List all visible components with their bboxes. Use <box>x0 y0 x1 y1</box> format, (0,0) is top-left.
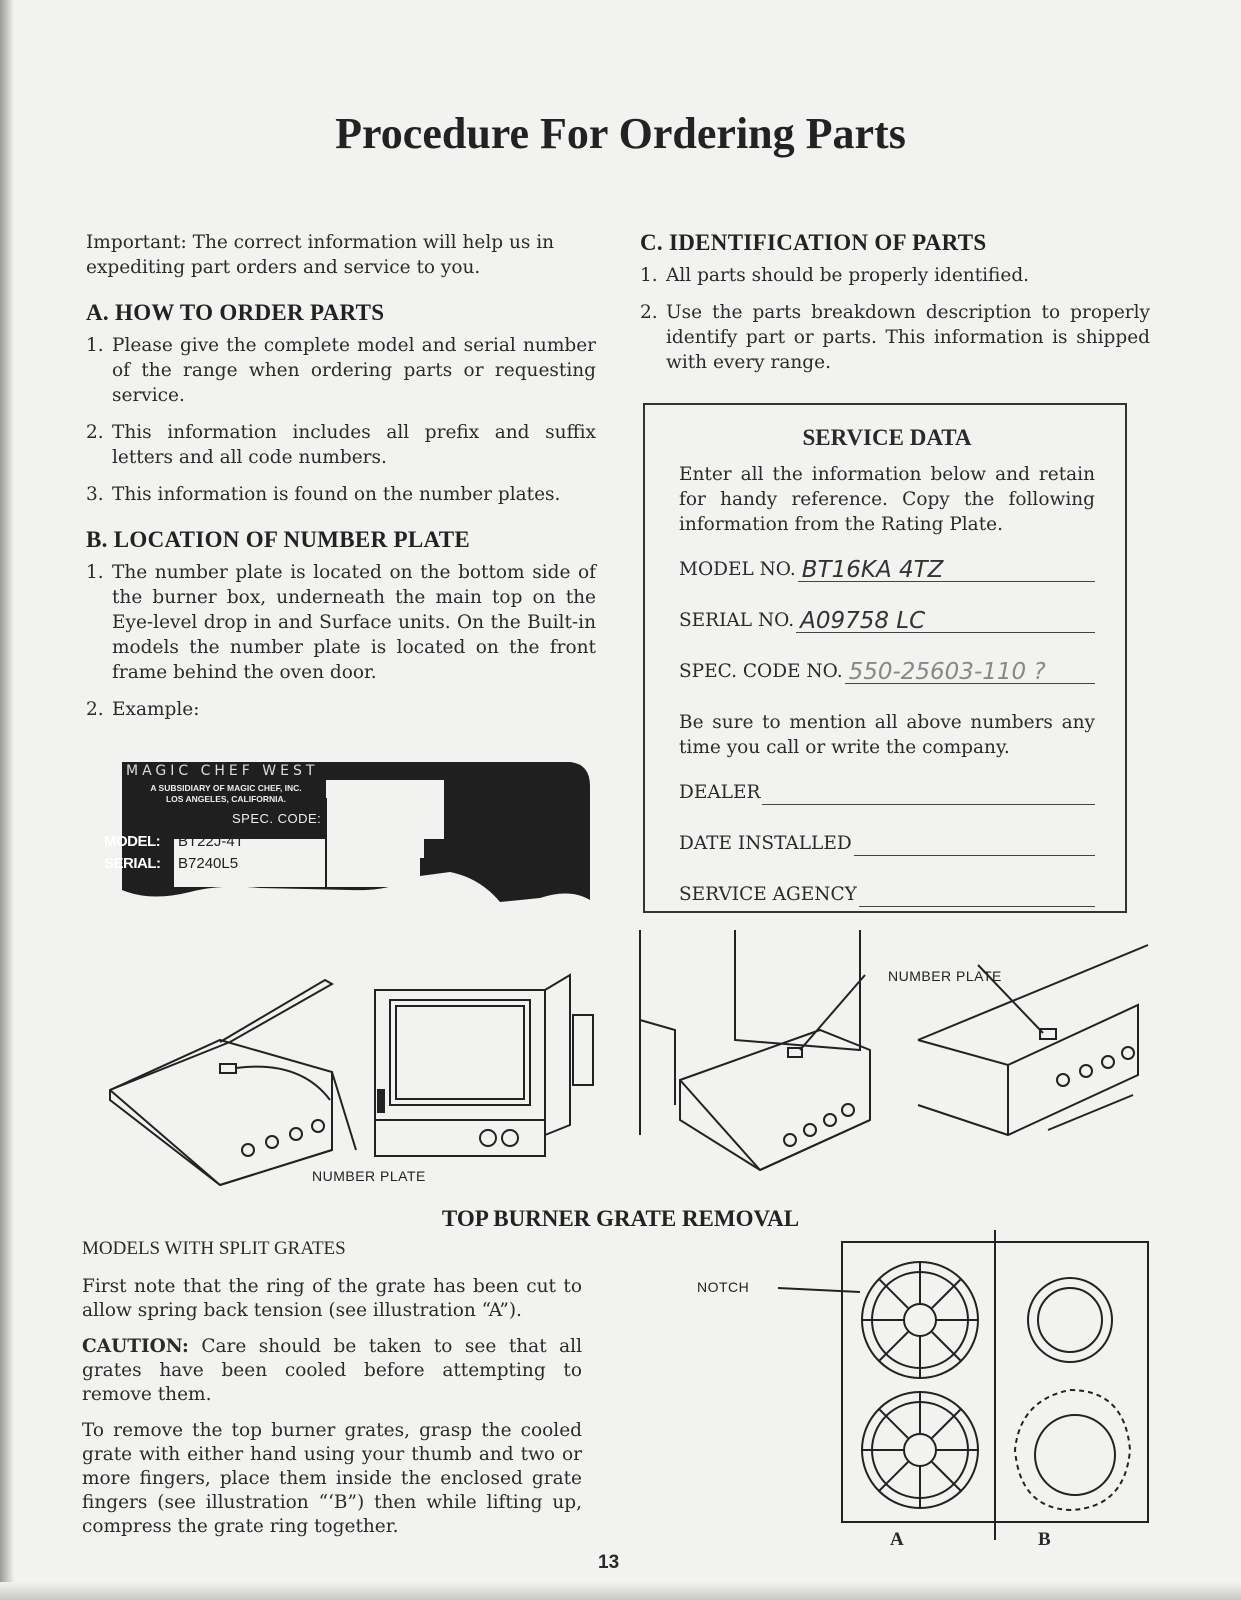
model-number-field[interactable] <box>679 557 1095 582</box>
section-a-heading: A. HOW TO ORDER PARTS <box>86 300 385 325</box>
section-c-heading: C. IDENTIFICATION OF PARTS <box>640 230 987 255</box>
dealer-line <box>762 782 1095 805</box>
page-binding-shadow <box>0 0 14 1600</box>
split-grates-subheading: MODELS WITH SPLIT GRATES <box>82 1238 346 1259</box>
model-number-value: BT16KA 4TZ <box>801 557 944 583</box>
illustration-b-label: B <box>1038 1529 1051 1550</box>
service-data-note: Be sure to mention all above numbers any time you call or write the company. <box>679 712 1095 758</box>
item-number: 1. <box>86 335 104 356</box>
item-number: 2. <box>86 422 104 443</box>
item-text: Use the parts breakdown description to properly identify part or parts. This information is shipped with every range. <box>666 302 1150 373</box>
spec-code-line <box>845 661 1095 684</box>
plate-subsidiary-line1: A SUBSIDIARY OF MAGIC CHEF, INC. <box>150 783 302 793</box>
service-data-heading: SERVICE DATA <box>802 425 972 450</box>
item-text: This information is found on the number plates. <box>112 484 561 505</box>
plate-subsidiary-line2: LOS ANGELES, CALIFORNIA. <box>165 794 287 804</box>
dealer-field[interactable] <box>679 780 1095 805</box>
serial-number-line <box>796 610 1095 633</box>
serial-number-label: SERIAL NO. <box>679 610 795 631</box>
grate-removal-heading: TOP BURNER GRATE REMOVAL <box>441 1206 800 1231</box>
caution-paragraph <box>82 1335 582 1407</box>
page-number: 13 <box>598 1552 620 1573</box>
date-installed-line <box>854 833 1095 856</box>
service-agency-line <box>859 884 1095 907</box>
list-item <box>86 420 596 470</box>
left-column <box>86 230 596 734</box>
item-number: 2. <box>86 699 104 720</box>
model-number-label: MODEL NO. <box>679 559 796 580</box>
plate-spec-label: SPEC. CODE: <box>232 811 322 826</box>
number-plate-caption-left: NUMBER PLATE <box>312 1168 426 1184</box>
list-item <box>640 263 1150 288</box>
service-agency-label: SERVICE AGENCY <box>679 884 857 905</box>
spec-code-label: SPEC. CODE NO. <box>679 661 843 682</box>
item-number: 2. <box>640 302 658 323</box>
serial-number-value: A09758 LC <box>800 608 926 634</box>
list-item <box>640 300 1150 375</box>
service-data-intro: Enter all the information below and retain for handy reference. Copy the following information from the Rating Plate. <box>679 464 1095 535</box>
spec-code-field[interactable] <box>679 659 1095 684</box>
item-number: 3. <box>86 484 104 505</box>
notch-caption: NOTCH <box>697 1279 750 1295</box>
page-title: Procedure For Ordering Parts <box>335 109 906 158</box>
spec-code-value: 550-25603-110 ? <box>848 659 1046 685</box>
dealer-label: DEALER <box>679 782 761 803</box>
item-text: The number plate is located on the bottom side of the burner box, underneath the main top on the Eye-level drop in and Surface units. On the Built-in models the number plate is located on the front frame behind the oven door. <box>112 562 596 683</box>
plate-serial-value: B7240L5 <box>178 855 239 872</box>
plate-subsidiary <box>126 783 326 805</box>
item-number: 1. <box>640 265 658 286</box>
plate-model-label: MODEL: <box>104 833 161 850</box>
section-b-heading: B. LOCATION OF NUMBER PLATE <box>86 527 471 552</box>
number-plate-caption-right: NUMBER PLATE <box>888 968 1002 984</box>
section-a-list <box>86 333 596 507</box>
grate-instructions <box>82 1237 582 1551</box>
plate-brand: MAGIC CHEF WEST <box>126 763 319 779</box>
date-installed-field[interactable] <box>679 831 1095 856</box>
caution-text: Care should be taken to see that all grates have been cooled before attempting to remove them. <box>82 1336 582 1405</box>
item-number: 1. <box>86 562 104 583</box>
section-c-list <box>640 263 1150 375</box>
illustration-a-label: A <box>890 1529 904 1550</box>
item-text: Example: <box>112 699 200 720</box>
item-text: All parts should be properly identified. <box>666 265 1030 286</box>
plate-serial-label: SERIAL: <box>104 855 161 872</box>
list-item <box>86 697 596 722</box>
removal-paragraph: To remove the top burner grates, grasp the cooled grate with either hand using your thumb and two or more fingers, place them inside the enclosed grate fingers (see illustration “‘B”) then while lifting up, compress the grate ring together. <box>82 1420 582 1537</box>
list-item <box>86 560 596 685</box>
model-number-line <box>798 559 1095 582</box>
built-in-oven-illustration <box>370 985 610 1160</box>
service-agency-field[interactable] <box>679 882 1095 907</box>
right-column <box>640 230 1150 387</box>
date-installed-label: DATE INSTALLED <box>679 833 852 854</box>
item-text: Please give the complete model and serial number of the range when ordering parts or requesting service. <box>112 335 596 406</box>
intro-text: Important: The correct information will help us in expediting part orders and service to you. <box>86 232 555 278</box>
plate-model-value: BT22J-4T <box>178 833 244 850</box>
list-item <box>86 482 596 507</box>
list-item <box>86 333 596 408</box>
section-b-list <box>86 560 596 722</box>
item-text: This information includes all prefix and suffix letters and all code numbers. <box>112 422 596 468</box>
serial-number-field[interactable] <box>679 608 1095 633</box>
page-bottom-shadow <box>0 1582 1241 1600</box>
split-grates-paragraph: First note that the ring of the grate has been cut to allow spring back tension (see illustration “A”). <box>82 1276 582 1321</box>
caution-label: CAUTION: <box>82 1336 189 1357</box>
service-data-box <box>643 403 1127 913</box>
grate-illustration <box>840 1240 1160 1550</box>
